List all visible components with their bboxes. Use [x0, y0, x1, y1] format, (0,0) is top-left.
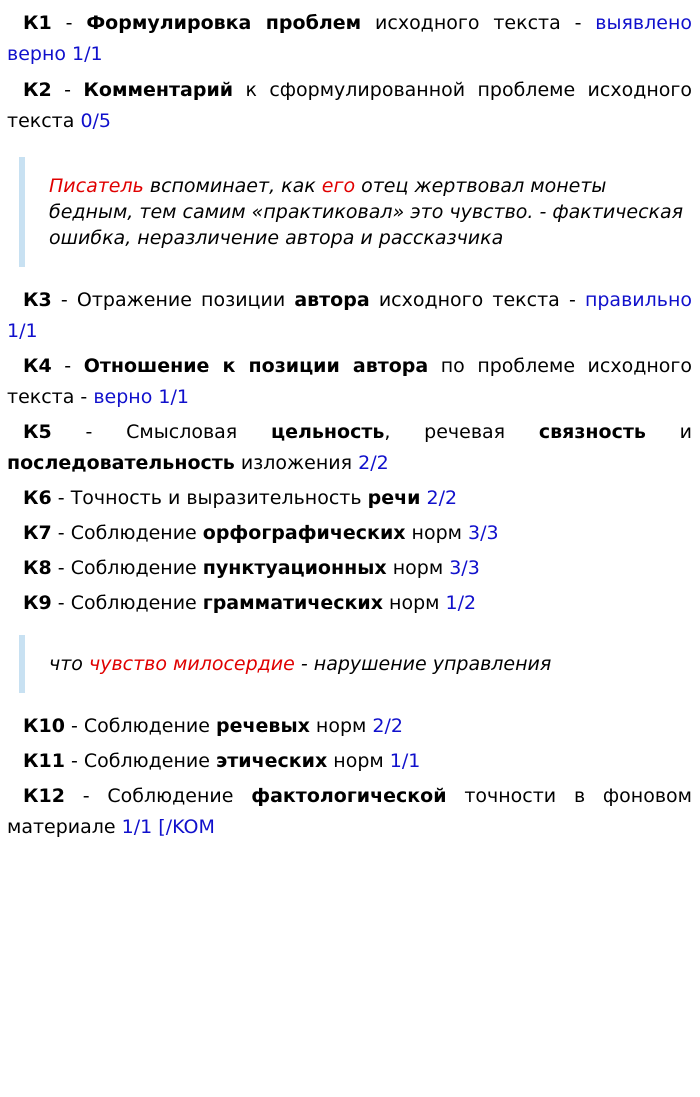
criterion-title: связность: [538, 421, 646, 443]
criterion-title: последовательность: [7, 452, 235, 474]
error-highlight: чувство милосердие: [88, 653, 295, 675]
criterion-score: 2/2: [372, 715, 403, 737]
criterion-code: К3: [23, 289, 52, 311]
error-highlight: его: [321, 175, 356, 197]
criterion-k8: К8 - Соблюдение пунктуационных норм 3/3: [23, 557, 480, 579]
criterion-score: правильно 1/1: [7, 289, 693, 342]
criterion-code: К12: [23, 785, 65, 807]
criterion-k11: К11 - Соблюдение этических норм 1/1: [23, 750, 421, 772]
criterion-title: грамматических: [202, 592, 383, 614]
criterion-score: 1/2: [445, 592, 477, 614]
criterion-code: К5: [23, 421, 52, 443]
criterion-title: Отношение к позиции автора: [83, 355, 429, 377]
criterion-title: Комментарий: [83, 79, 234, 101]
criterion-code: К1: [23, 12, 52, 34]
criterion-code: К6: [23, 487, 52, 509]
criterion-code: К11: [23, 750, 65, 772]
criterion-code: К2: [23, 79, 52, 101]
criterion-title: цельность: [271, 421, 385, 443]
criterion-k10: К10 - Соблюдение речевых норм 2/2: [23, 715, 403, 737]
criterion-k6: К6 - Точность и выразительность речи 2/2: [23, 487, 458, 509]
criterion-code: К7: [23, 522, 52, 544]
criterion-k2: К2 - Комментарий к сформулированной проблеме исходного текста 0/5: [7, 79, 692, 132]
criterion-k9: К9 - Соблюдение грамматических норм 1/2: [23, 592, 477, 614]
criterion-score: 1/1: [389, 750, 421, 772]
reviewer-comment-k2: Писатель вспоминает, как его отец жертвовал монеты бедным, тем самим «практиковал» это чувство. - фактическая ошибка, неразличение автора и рассказчика: [19, 157, 692, 267]
criterion-k12: К12 - Соблюдение фактологической точности в фоновом материале 1/1 [/KOM: [7, 785, 692, 838]
criterion-score: верно 1/1: [93, 386, 189, 408]
criterion-code: К8: [23, 557, 52, 579]
criterion-title: орфографических: [202, 522, 406, 544]
reviewer-comment-k9: что чувство милосердие - нарушение управления: [19, 635, 692, 693]
criterion-k5: К5 - Смысловая цельность, речевая связность и последовательность изложения 2/2: [7, 421, 693, 474]
criterion-score: 0/5: [80, 110, 112, 132]
criterion-k3: К3 - Отражение позиции автора исходного текста - правильно 1/1: [7, 289, 693, 342]
criterion-code: К10: [23, 715, 65, 737]
criterion-k4: К4 - Отношение к позиции автора по проблеме исходного текста - верно 1/1: [7, 355, 692, 408]
criterion-score: 1/1 [/KOM: [121, 816, 215, 838]
criterion-k1: К1 - Формулировка проблем исходного текста - выявлено верно 1/1: [7, 12, 692, 65]
criterion-score: 2/2: [358, 452, 389, 474]
criterion-title: Формулировка проблем: [86, 12, 362, 34]
criterion-score: 3/3: [468, 522, 499, 544]
criterion-title: автора: [294, 289, 370, 311]
criterion-score: 2/2: [426, 487, 458, 509]
criterion-title: речи: [367, 487, 421, 509]
criterion-title: этических: [216, 750, 328, 772]
criterion-score: 3/3: [449, 557, 480, 579]
grading-document: [0, 8, 700, 1097]
criterion-score: выявлено верно 1/1: [7, 12, 692, 65]
criterion-title: пунктуационных: [202, 557, 387, 579]
criterion-code: К9: [23, 592, 52, 614]
criterion-k7: К7 - Соблюдение орфографических норм 3/3: [23, 522, 499, 544]
criterion-title: фактологической: [251, 785, 447, 807]
criterion-title: речевых: [216, 715, 310, 737]
error-highlight: Писатель: [49, 175, 144, 197]
criterion-code: К4: [23, 355, 52, 377]
